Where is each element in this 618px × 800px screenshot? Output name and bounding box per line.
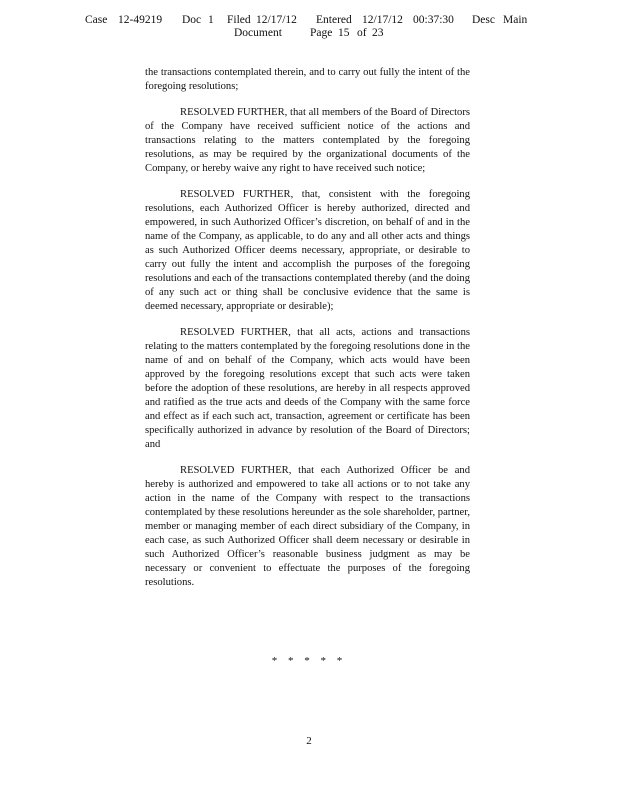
entered-date: 12/17/12 xyxy=(362,14,403,26)
page-label: Page xyxy=(310,27,333,39)
page-of: of xyxy=(357,27,367,39)
document-label: Document xyxy=(234,27,282,39)
resolutions-body xyxy=(145,66,470,602)
doc-label: Doc xyxy=(182,14,202,26)
page-number: 2 xyxy=(306,735,312,747)
doc-number: 1 xyxy=(208,14,214,26)
resolution-ratification: RESOLVED FURTHER, that all acts, actions and transactions relating to the matters contemplated by the foregoing resolutions done in the name of and on behalf of the Company, which acts would have been approved by the foregoing resolutions except that such acts were taken before the adoption of these resolutions, are hereby in all respects approved and ratified as the true acts and deeds of the Company with the same force and effect as if each such act, transaction, agreement or certificate has been specifically authorized in advance by resolution of the Board of Directors; and xyxy=(145,327,470,450)
page-total: 23 xyxy=(372,27,384,39)
page-current: 15 xyxy=(338,27,350,39)
header-row-2 xyxy=(0,27,618,40)
filed-label: Filed xyxy=(227,14,251,26)
resolution-officer-authorization: RESOLVED FURTHER, that, consistent with the foregoing resolutions, each Authorized Officer is hereby authorized, directed and empowered, in such Authorized Officer’s discretion, on behalf of and in the name of the Company, as applicable, to do any and all other acts and things as such Authorized Officer deems necessary, appropriate, or desirable to carry out fully the intent and accomplish the purposes of the foregoing resolutions and each of the transactions contemplated thereby (and the doing of any such act or thing shall be conclusive evidence that the same is deemed necessary, appropriate or desirable); xyxy=(145,189,470,312)
case-number: 12-49219 xyxy=(118,14,163,26)
resolution-subsidiary-actions: RESOLVED FURTHER, that each Authorized Officer be and hereby is authorized and empowered to take all actions or to not take any action in the name of the Company with respect to the transactions contemplated by these resolutions hereunder as the sole shareholder, partner, member or managing member of each direct subsidiary of the Company, in each case, as such Authorized Officer shall deem necessary or desirable in such Authorized Officer’s reasonable business judgment as may be necessary or convenient to effectuate the purposes of the foregoing resolutions. xyxy=(145,465,470,588)
desc-label: Desc xyxy=(472,14,495,26)
header-row-1 xyxy=(0,14,618,27)
court-filing-header xyxy=(0,14,618,40)
resolution-notice-waiver: RESOLVED FURTHER, that all members of the Board of Directors of the Company have received sufficient notice of the actions and transactions relating to the matters contemplated by the foregoing resolutions, as may be required by the organizational documents of the Company, or hereby waive any right to have received such notice; xyxy=(145,107,470,174)
filed-date: 12/17/12 xyxy=(256,14,297,26)
entered-time: 00:37:30 xyxy=(413,14,454,26)
section-separator: * * * * * xyxy=(271,655,347,667)
resolution-continuation: the transactions contemplated therein, and to carry out fully the intent of the foregoing resolutions; xyxy=(145,67,470,92)
case-label: Case xyxy=(85,14,108,26)
entered-label: Entered xyxy=(316,14,352,26)
desc-value: Main xyxy=(503,14,528,26)
